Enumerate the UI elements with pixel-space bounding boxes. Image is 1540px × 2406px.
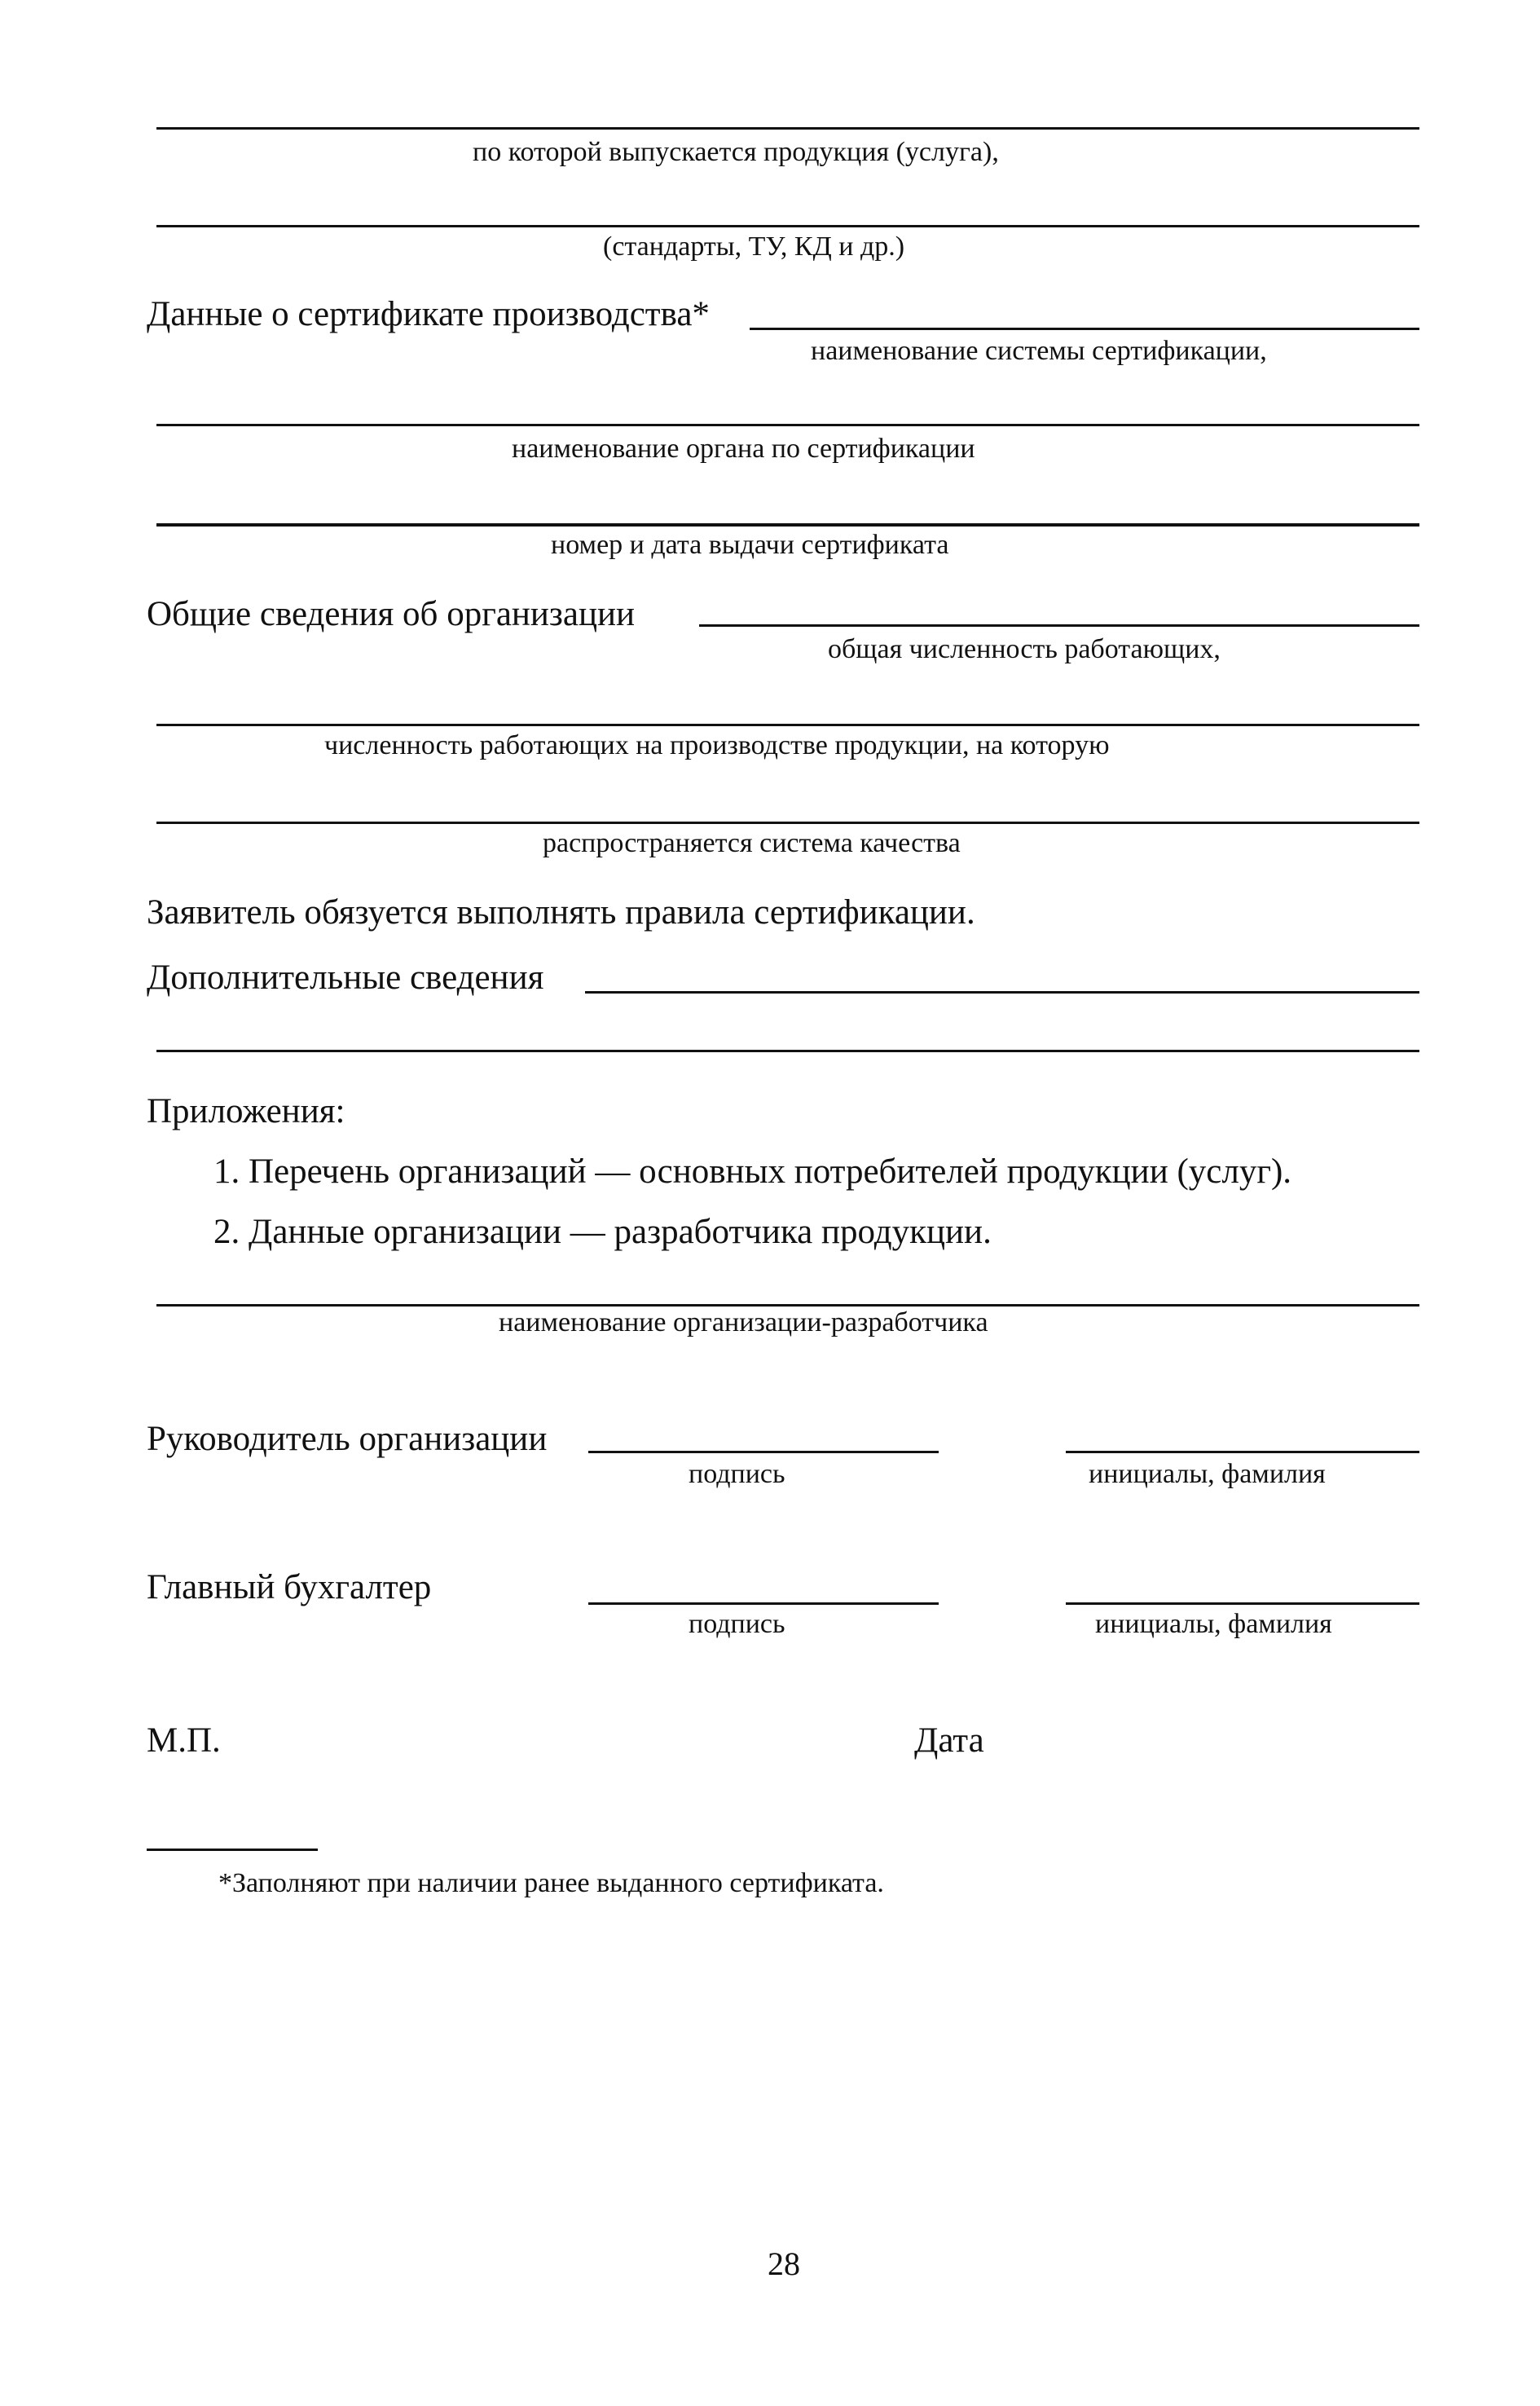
attachment-item-1: 1. Перечень организаций — основных потребителей продукции (услуг). (213, 1152, 1292, 1191)
caption-cert-system: наименование системы сертификации, (811, 336, 1267, 366)
caption-product-doc: по которой выпускается продукция (услуга), (473, 137, 999, 167)
quality-system-field[interactable] (156, 822, 1419, 824)
caption-quality-system: распространяется система качества (543, 828, 961, 858)
caption-staff-production: численность работающих на производстве продукции, на которую (324, 730, 1110, 760)
attachments-title: Приложения: (147, 1092, 345, 1130)
footnote-text: *Заполняют при наличии ранее выданного сертификата. (218, 1868, 884, 1898)
additional-label: Дополнительные сведения (147, 958, 544, 997)
head-name-field[interactable] (1066, 1451, 1419, 1453)
attachment-item-2: 2. Данные организации — разработчика продукции. (213, 1213, 992, 1251)
page-number: 28 (768, 2245, 800, 2282)
org-label: Общие сведения об организации (147, 595, 636, 633)
additional-field-2[interactable] (156, 1050, 1419, 1052)
cert-system-field[interactable] (750, 328, 1419, 330)
developer-field[interactable] (156, 1304, 1419, 1307)
caption-cert-body: наименование органа по сертификации (512, 434, 975, 464)
date-label: Дата (914, 1721, 984, 1760)
caption-standards: (стандарты, ТУ, КД и др.) (603, 231, 905, 262)
footnote-separator (147, 1849, 318, 1851)
accountant-label: Главный бухгалтер (147, 1568, 432, 1606)
head-name-caption: инициалы, фамилия (1089, 1459, 1326, 1489)
obligation-text: Заявитель обязуется выполнять правила сертификации. (147, 893, 975, 932)
additional-field-1[interactable] (585, 991, 1419, 994)
staff-production-field[interactable] (156, 724, 1419, 726)
cert-number-field[interactable] (156, 523, 1419, 527)
head-signature-caption: подпись (689, 1459, 785, 1489)
product-doc-line-1 (156, 127, 1419, 130)
caption-cert-number: номер и дата выдачи сертификата (551, 530, 949, 560)
cert-body-field[interactable] (156, 424, 1419, 426)
stamp-label: М.П. (147, 1721, 221, 1760)
caption-staff-total: общая численность работающих, (828, 634, 1221, 664)
staff-total-field[interactable] (699, 624, 1419, 627)
accountant-signature-field[interactable] (588, 1602, 939, 1605)
accountant-signature-caption: подпись (689, 1609, 785, 1639)
caption-developer: наименование организации-разработчика (499, 1307, 988, 1337)
product-doc-line-2 (156, 225, 1419, 227)
head-label: Руководитель организации (147, 1420, 548, 1458)
accountant-name-field[interactable] (1066, 1602, 1419, 1605)
cert-label: Данные о сертификате производства* (147, 295, 710, 333)
accountant-name-caption: инициалы, фамилия (1095, 1609, 1332, 1639)
head-signature-field[interactable] (588, 1451, 939, 1453)
